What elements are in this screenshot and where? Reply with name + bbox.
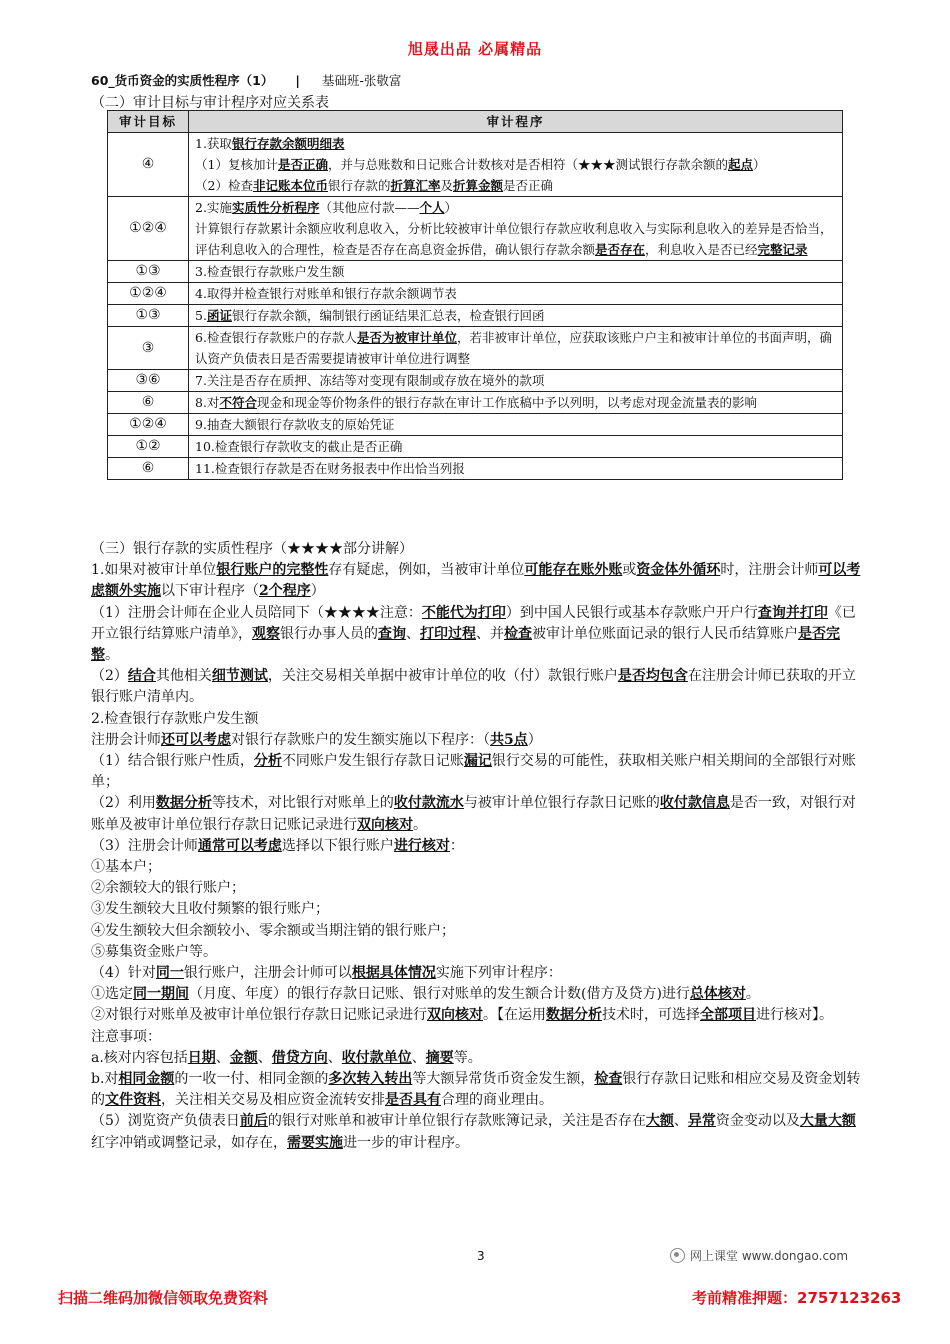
text-run: 等大额异常货币资金发生额， [412,1071,595,1088]
text-run: 2.检查银行存款账户发生额 [91,710,259,727]
procedure-line [195,283,836,304]
emphasis-text: 数据分析 [155,795,212,812]
text-run: 、 [215,1049,230,1066]
emphasis-text: 2个程序 [259,583,311,600]
emphasis-text: 分析 [253,753,282,770]
body-paragraph [91,984,861,1005]
emphasis-text: 折算汇率 [390,178,441,193]
text-run: （1）复核加计 [195,157,278,172]
text-run: 在注册会计师已获取的开立银行账户清单内。 [91,668,856,706]
text-run: 与被审计单位银行存款日记账的 [463,795,660,812]
text-run: 、 [257,1049,272,1066]
text-run: 的一收一付、相同金额的 [174,1071,329,1088]
text-run: 11.检查银行存款是否在财务报表中作出恰当列报 [195,461,465,476]
emphasis-text: 观察 [252,625,280,642]
text-run: 以下审计程序（ [161,583,259,600]
header-brand-line: 旭晟出品 必属精品 [407,40,543,58]
text-run: ④发生额较大但余额较小、零余额或当期注销的银行账户； [91,922,455,939]
body-paragraph [91,878,861,899]
emphasis-text: 检查 [504,625,532,642]
emphasis-text: 同一 [155,965,184,982]
table-row [108,133,843,197]
footer-left-promo: 扫描二维码加微信领取免费资料 [58,1289,269,1307]
text-run: 是否一致，对银行对账单及被审计单位银行存款日记账记录进行 [91,795,856,833]
emphasis-text: 全部项目 [700,1007,756,1024]
emphasis-text: 是否为被审计单位 [356,330,457,345]
text-run: ，若非被审计单位，应获取该账户户主和被审计单位的书面声明，确认资产负债表日是否需要提请被审计单位进行调整 [195,330,832,366]
body-paragraph [91,963,861,984]
text-run: 注册会计师 [91,731,161,748]
audit-goal-cell: ①③ [108,261,189,283]
text-run: 银行存款余额，编制银行函证结果汇总表，检查银行回函 [231,308,545,323]
emphasis-text: 双向核对 [427,1007,483,1024]
body-paragraph [91,1111,861,1153]
table-row [108,197,843,261]
emphasis-text: 起点 [728,157,754,172]
emphasis-text: 根据具体情况 [351,965,436,982]
text-run: 7.关注是否存在质押、冻结等对变现有限制或存放在境外的款项 [195,373,545,388]
text-run: a.核对内容包括 [91,1049,188,1066]
audit-goal-cell: ④ [108,133,189,197]
text-run: 是否正确 [503,178,554,193]
column-header-procedure: 审计程序 [189,111,843,133]
body-paragraph [91,836,861,857]
footer-right-promo: 考前精准押题：2757123263 [692,1289,902,1307]
column-header-goal: 审计目标 [108,111,189,133]
procedure-line [195,218,836,260]
procedure-line [195,154,836,175]
audit-procedure-cell [189,283,843,305]
emphasis-text: 同一期间 [133,986,189,1003]
emphasis-text: 折算金额 [453,178,504,193]
lecture-title: 60_货币资金的实质性程序（1） [91,73,274,88]
text-run: 银行存款的 [327,178,391,193]
text-run: （1）结合银行账户性质， [91,753,254,770]
procedure-line [195,261,836,282]
text-run: 6.检查银行存款账户的存款人 [195,330,357,345]
text-run: （其他应付款—— [319,200,420,215]
procedure-line [195,197,836,218]
emphasis-text: 打印过程 [420,625,476,642]
body-paragraph [91,1069,861,1111]
emphasis-text: 通常可以考虑 [197,837,282,854]
audit-goal-cell: ③ [108,327,189,370]
text-run: ②对银行对账单及被审计单位银行存款日记账记录进行 [91,1007,427,1024]
audit-procedure-cell [189,392,843,414]
text-run: 时，注册会计师 [720,562,819,579]
emphasis-text: 检查 [594,1071,623,1088]
table-row [108,305,843,327]
emphasis-text: 双向核对 [357,816,413,833]
emphasis-text: 不能代为打印 [421,604,506,621]
table-row [108,370,843,392]
emphasis-text: 结合 [127,668,156,685]
text-run: 合理的商业理由。 [441,1092,553,1109]
text-run: （4）针对 [91,965,156,982]
audit-mapping-table [107,110,843,480]
body-paragraph [91,1005,861,1026]
emphasis-text: 银行账户的完整性 [216,562,329,579]
text-run: 、 [406,625,420,642]
text-run: ）到中国人民银行或基本存款账户开户行 [505,604,758,621]
emphasis-text: 收付款单位 [341,1049,412,1066]
text-run: 的银行对账单和被审计单位银行存款账簿记录，关注是否存在 [267,1113,646,1130]
emphasis-text: 进行核对 [393,837,450,854]
audit-goal-cell: ③⑥ [108,370,189,392]
text-run: 银行账户，注册会计师可以 [183,965,352,982]
text-run: ） [753,157,766,172]
text-run: 计算银行存款累计余额应收利息收入，分析比较被审计单位银行存款应收利息收入与实际利息收入的差异是否恰当，评估利息收入的合理性，检查是否存在高息资金拆借，确认银行存款余额 [195,221,833,257]
body-paragraph [91,921,861,942]
emphasis-text: 漏记 [463,753,492,770]
emphasis-text: 相同金额 [118,1071,175,1088]
table-row [108,392,843,414]
text-run: 。 [745,986,760,1003]
text-run: （5）浏览资产负债表日 [91,1113,240,1130]
text-run: 《已开立银行结算账户清单》， [91,604,856,642]
procedure-line [195,414,836,435]
text-run: ，并与总账数和日记账合计数核对是否相符（★★★测试银行存款余额的 [327,157,728,172]
text-run: 等。 [453,1049,482,1066]
procedure-line [195,305,836,326]
emphasis-text: 银行存款余额明细表 [231,136,345,151]
text-run: ①选定 [91,986,133,1003]
body-paragraph [91,666,861,708]
text-run: 、 [327,1049,342,1066]
table-body [108,133,843,480]
text-run: 。 [413,816,427,833]
procedure-line [195,327,836,369]
emphasis-text: 前后 [239,1113,268,1130]
text-run: （2） [91,668,128,685]
text-run: 进行核对】。 [756,1007,833,1024]
emphasis-text: 函证 [206,308,232,323]
procedure-line [195,458,836,479]
body-paragraph [91,1048,861,1069]
table-row [108,414,843,436]
table-row [108,261,843,283]
procedure-line [195,370,836,391]
emphasis-text: 细节测试 [211,668,268,685]
text-run: 或 [622,562,637,579]
body-text [91,539,861,1154]
text-run: ⑤募集资金账户等。 [91,943,217,960]
footer-brand-text: 网上课堂 www.dongao.com [690,1249,849,1263]
emphasis-text: 是否正确 [277,157,328,172]
text-run: ： [449,837,464,854]
audit-goal-cell: ①②④ [108,414,189,436]
text-run: ②余额较大的银行账户； [91,880,245,897]
table-header-row [108,111,843,133]
body-paragraph [91,857,861,878]
emphasis-text: 实质性分析程序 [231,200,320,215]
body-paragraph [91,1027,861,1048]
lecture-title-line [91,71,401,89]
text-run: 及 [440,178,454,193]
emphasis-text: 不符合 [219,395,257,410]
emphasis-text: 是否均包含 [617,668,688,685]
audit-procedure-cell [189,370,843,392]
text-run: 银行交易的可能性，获取相关账户相关期间的全部银行对账单； [91,753,856,791]
emphasis-text: 日期 [187,1049,216,1066]
emphasis-text: 大额 [645,1113,674,1130]
audit-procedure-cell [189,305,843,327]
text-run: 10.检查银行存款收支的截止是否正确 [195,439,403,454]
audit-procedure-cell [189,261,843,283]
emphasis-text: 异常 [687,1113,716,1130]
text-run: ） [444,200,457,215]
footer-brand [670,1247,848,1264]
audit-goal-cell: ①②④ [108,283,189,305]
audit-procedure-cell [189,436,843,458]
text-run: 现金和现金等价物条件的银行存款在审计工作底稿中予以列明，以考虑对现金流量表的影响 [256,395,757,410]
body-paragraph [91,899,861,920]
body-paragraph [91,793,861,835]
emphasis-text: 多次转入转出 [328,1071,413,1088]
text-run: （2）利用 [91,795,156,812]
table-row [108,283,843,305]
procedure-line [195,436,836,457]
text-run: （三）银行存款的实质性程序（★★★★部分讲解） [91,541,413,557]
text-run: 进一步的审计程序。 [343,1134,469,1151]
table-row [108,327,843,370]
emphasis-text: 需要实施 [287,1134,343,1151]
audit-goal-cell: ①② [108,436,189,458]
emphasis-text: 完整记录 [757,242,808,257]
emphasis-text: 摘要 [425,1049,454,1066]
emphasis-text: 收付款信息 [659,795,730,812]
emphasis-text: 是否完整 [91,625,840,664]
emphasis-text: 还可以考虑 [161,731,231,748]
text-run: 、 [673,1113,688,1130]
body-paragraph [91,539,861,560]
text-run: 3.检查银行存款账户发生额 [195,264,345,279]
text-run: 选择以下银行账户 [281,837,394,854]
table-row [108,458,843,480]
text-run: ） [310,583,325,600]
text-run: 、 [411,1049,426,1066]
body-paragraph [91,603,861,667]
emphasis-text: 借贷方向 [271,1049,328,1066]
audit-procedure-cell [189,327,843,370]
audit-procedure-cell [189,197,843,261]
text-run: 。【在运用 [483,1007,546,1024]
text-run: （3）注册会计师 [91,837,198,854]
emphasis-text: 可能存在账外账 [524,562,623,579]
lecture-separator: | [295,73,300,88]
body-paragraph [91,751,861,793]
audit-goal-cell: ①③ [108,305,189,327]
text-run: 被审计单位账面记录的银行人民币结算账户 [532,625,798,642]
audit-goal-cell: ⑥ [108,458,189,480]
text-run: 1.获取 [195,136,232,151]
text-run: 银行办事人员的 [280,625,378,642]
text-run: 存有疑虑，例如，当被审计单位 [328,562,525,579]
text-run: 不同账户发生银行存款日记账 [281,753,464,770]
emphasis-text: 个人 [419,200,445,215]
text-run: 技术时，可选择 [602,1007,700,1024]
emphasis-text: 数据分析 [546,1007,602,1024]
text-run: 9.抽查大额银行存款收支的原始凭证 [195,417,395,432]
text-run: 2.实施 [195,200,232,215]
text-run: （月度、年度）的银行存款日记账、银行对账单的发生额合计数(借方及贷方)进行 [189,986,690,1003]
page-number: 3 [477,1249,485,1263]
emphasis-text: 是否具有 [385,1092,441,1109]
emphasis-text: 是否存在 [595,242,646,257]
lecture-class: 基础班-张敬富 [321,73,402,88]
brand-logo-icon [670,1248,685,1263]
text-run: 注意事项： [91,1028,161,1045]
text-run: 其他相关 [155,668,212,685]
emphasis-text: 总体核对 [689,986,746,1003]
emphasis-text: 金额 [229,1049,258,1066]
text-run: 、并 [476,625,504,642]
emphasis-text: 非记账本位币 [252,178,328,193]
emphasis-text: 查询并打印 [757,604,828,621]
emphasis-text: 文件资料 [105,1092,161,1109]
text-run: ） [527,731,542,748]
text-run: ①基本户； [91,859,161,876]
emphasis-text: 收付款流水 [393,795,464,812]
procedure-line [195,392,836,413]
text-run: 4.取得并检查银行对账单和银行存款余额调节表 [195,286,457,301]
text-run: ③发生额较大且收付频繁的银行账户； [91,901,329,918]
text-run: ，关注交易相关单据中被审计单位的收（付）款银行账户 [267,668,618,685]
procedure-line [195,133,836,154]
text-run: 资金变动以及 [715,1113,800,1130]
audit-goal-cell: ⑥ [108,392,189,414]
procedure-line [195,175,836,196]
emphasis-text: 资金体外循环 [636,562,721,579]
emphasis-text: 查询 [378,625,406,642]
text-run: （2）检查 [195,178,253,193]
section-title: （二）审计目标与审计程序对应关系表 [91,95,329,111]
text-run: 对银行存款账户的发生额实施以下程序：（ [231,731,490,748]
text-run: 实施下列审计程序： [435,965,562,982]
text-run: ，利息收入是否已经 [645,242,758,257]
audit-procedure-cell [189,133,843,197]
body-paragraph [91,560,861,602]
text-run: 等技术，对比银行对账单上的 [211,795,394,812]
emphasis-text: 大量大额 [799,1113,856,1130]
emphasis-text: 可以考虑额外实施 [91,562,861,600]
text-run: ，关注相关交易及相应资金流转安排 [161,1092,385,1109]
text-run: （1）注册会计师在企业人员陪同下（★★★★注意： [91,604,422,621]
emphasis-text: 共5点 [490,731,528,748]
text-run: 银行存款日记账和相应交易及资金划转的 [91,1071,861,1109]
text-run: 红字冲销或调整记录，如存在， [91,1134,287,1151]
body-paragraph [91,942,861,963]
text-run: 8.对 [195,395,220,410]
text-run: 1.如果对被审计单位 [91,562,217,579]
text-run: 5. [195,308,207,323]
text-run: b.对 [91,1071,119,1088]
table-row [108,436,843,458]
body-paragraph [91,709,861,730]
audit-procedure-cell [189,414,843,436]
audit-procedure-cell [189,458,843,480]
body-paragraph [91,730,861,751]
audit-goal-cell: ①②④ [108,197,189,261]
text-run: 。 [105,647,119,664]
